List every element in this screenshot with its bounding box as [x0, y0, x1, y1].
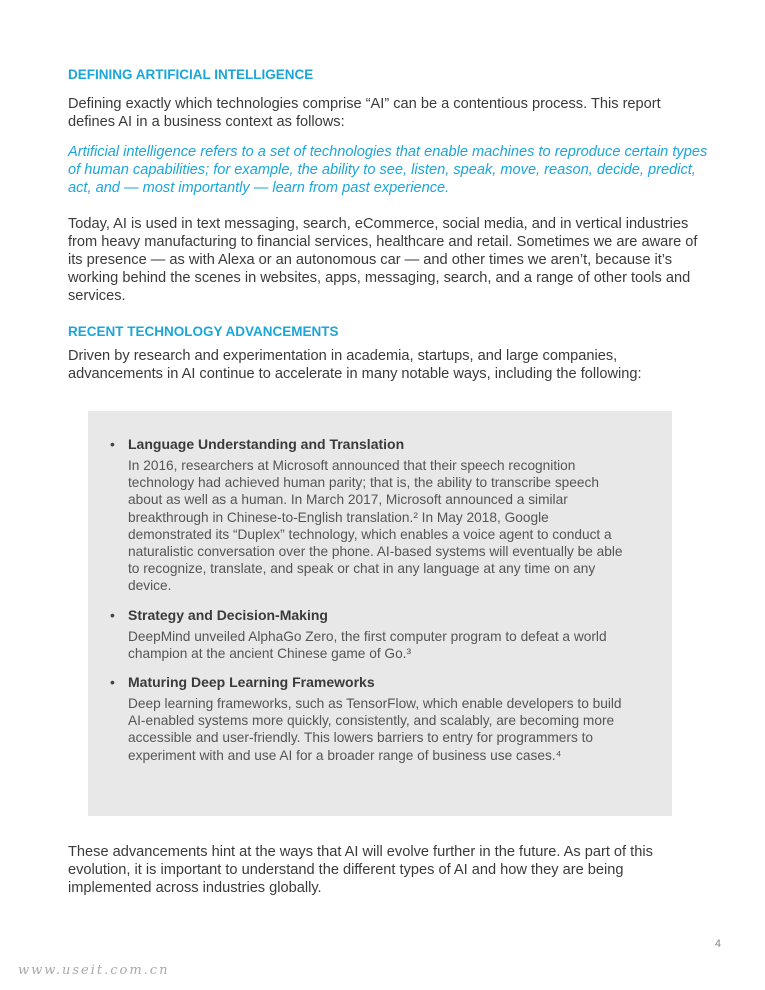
ai-usage-paragraph: Today, AI is used in text messaging, search, eCommerce, social media, and in vertical industries from heavy manufacturing to financial services, healthcare and retail. Sometimes we are aware of its presence — as with Alexa or an autonomous car — and other times we aren’t, because it’s working behind the scenes in websites, apps, messaging, search, and a range of other tools and services.: [68, 216, 698, 304]
advancements-list: [110, 435, 630, 775]
list-item-strategy-decision: [110, 606, 630, 662]
list-item-body: In 2016, researchers at Microsoft announced that their speech recognition technology had achieved human parity; that is, the ability to transcribe speech about as well as a human. In March 2017, Microsoft announced a similar breakthrough in Chinese-to-English translation.² In May 2018, Google demonstrated its “Duplex” technology, which enables a voice agent to conduct a naturalistic conversation over the phone. AI-based systems will eventually be able to recognize, translate, and speak or chat in any language at any time on any device.: [128, 458, 623, 594]
page-number: 4: [714, 938, 721, 950]
list-item-body: DeepMind unveiled AlphaGo Zero, the first computer program to defeat a world champion at the ancient Chinese game of Go.³: [128, 628, 607, 661]
list-item-body: Deep learning frameworks, such as TensorFlow, which enable developers to build AI-enabled systems more quickly, consistently, and scalably, are becoming more accessible and user-friendly. This lowers barriers to entry for programmers to experiment with and use AI for a broader range of business use cases.⁴: [128, 696, 622, 763]
list-item-title: Language Understanding and Translation: [128, 436, 405, 452]
ai-definition-quote: Artificial intelligence refers to a set of technologies that enable machines to reproduce certain types of human capabilities; for example, the ability to see, listen, speak, move, reason, decide, predict, act, and — most importantly — learn from past experience.: [68, 144, 708, 196]
section-heading-recent-advancements: RECENT TECHNOLOGY ADVANCEMENTS: [68, 324, 339, 339]
definition-intro-paragraph: Defining exactly which technologies comprise “AI” can be a contentious process. This report defines AI in a business context as follows:: [68, 96, 661, 130]
bullet-icon: •: [110, 606, 115, 623]
list-item-title: Strategy and Decision-Making: [128, 606, 328, 623]
bullet-icon: •: [110, 436, 115, 452]
closing-paragraph: These advancements hint at the ways that AI will evolve further in the future. As part of this evolution, it is important to understand the different types of AI and how they are being implemented across industries globally.: [68, 844, 653, 896]
list-item-language-understanding: [110, 435, 630, 595]
list-item-deep-learning-frameworks: [110, 673, 630, 764]
main-content: [68, 66, 708, 383]
section-heading-defining-ai: DEFINING ARTIFICIAL INTELLIGENCE: [68, 67, 314, 82]
advancements-callout-box: [88, 411, 672, 816]
watermark-text: www.useit.com.cn: [18, 963, 170, 978]
list-item-title: Maturing Deep Learning Frameworks: [128, 674, 375, 691]
advancements-intro-paragraph: Driven by research and experimentation in academia, startups, and large companies, advancements in AI continue to accelerate in many notable ways, including the following:: [68, 348, 642, 382]
bullet-icon: •: [110, 674, 115, 691]
